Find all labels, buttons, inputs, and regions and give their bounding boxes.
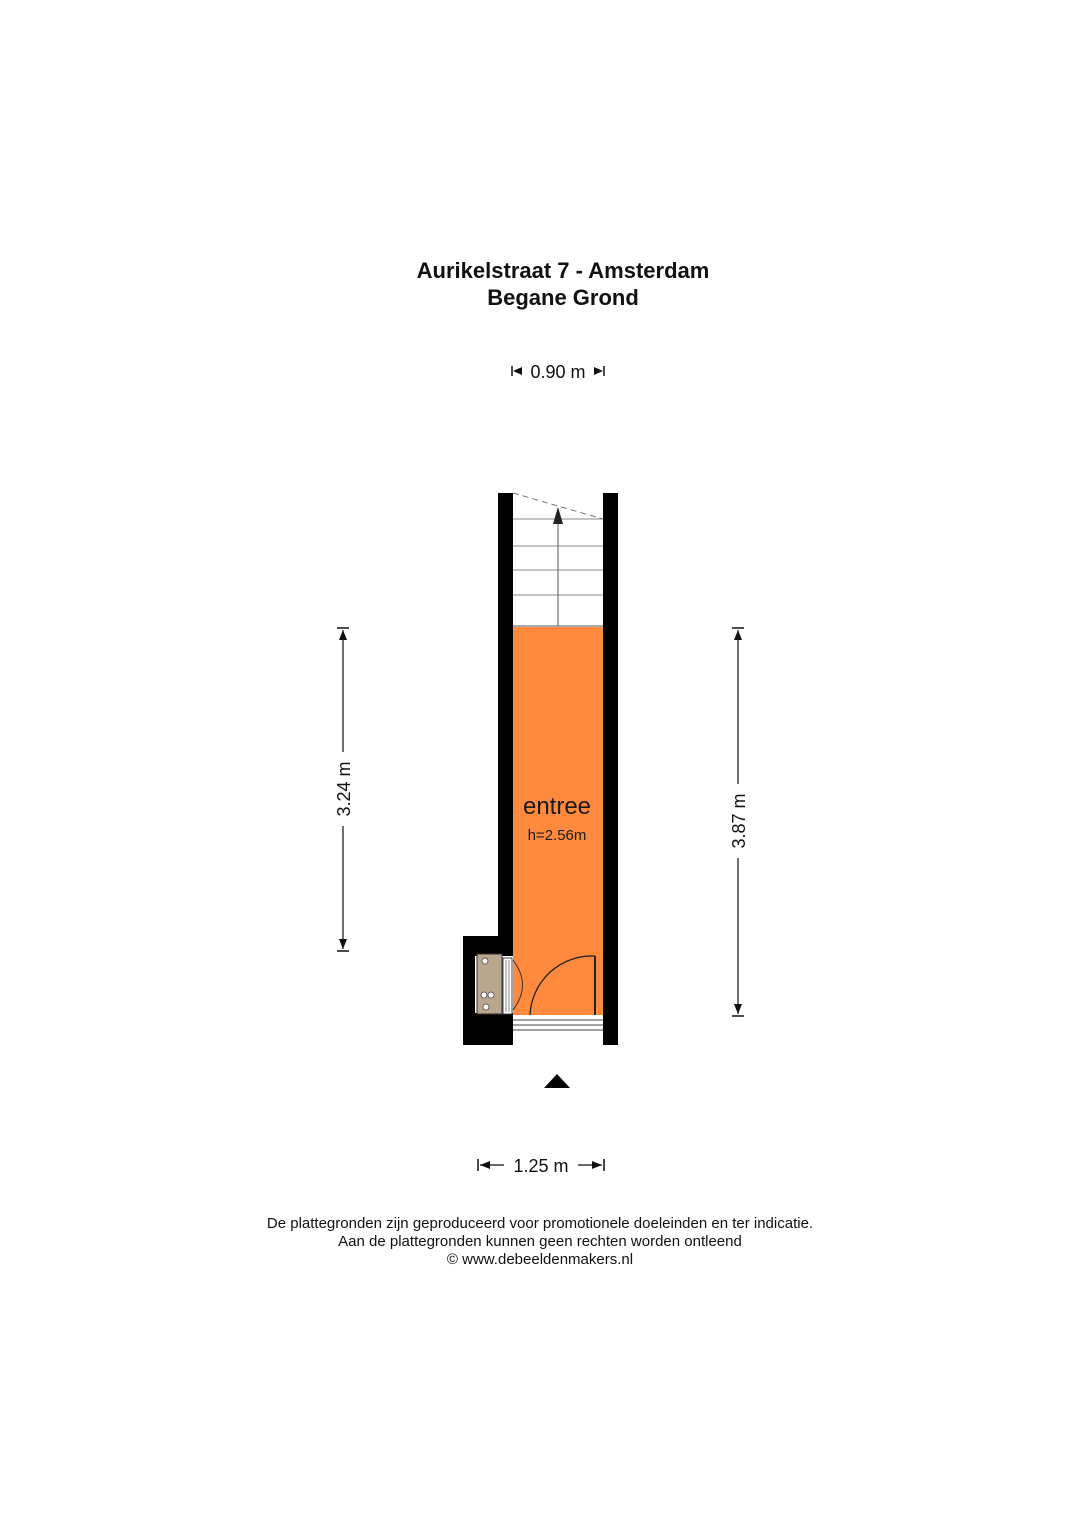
entrance-arrow-icon: [544, 1074, 570, 1088]
dimension-top-label: 0.90 m: [530, 362, 586, 382]
meter-cupboard: [477, 954, 512, 1014]
disclaimer-line-1: De plattegronden zijn geproduceerd voor promotionele doeleinden en ter indicatie.: [266, 1215, 814, 1232]
stair-direction-arrow: [553, 507, 563, 524]
page-title: Aurikelstraat 7 - Amsterdam: [416, 258, 710, 283]
dimension-bottom-label: 1.25 m: [513, 1156, 569, 1176]
dimension-top: [512, 362, 604, 382]
dimension-left: [334, 628, 354, 951]
dimension-right-label: 3.87 m: [729, 793, 749, 849]
dimension-bottom: [478, 1156, 604, 1176]
disclaimer-copyright: © www.debeeldenmakers.nl: [446, 1251, 634, 1268]
dimension-left-label: 3.24 m: [334, 761, 354, 817]
page-subtitle: Begane Grond: [487, 285, 639, 310]
dimension-right: [729, 628, 749, 1016]
disclaimer-line-2: Aan de plattegronden kunnen geen rechten worden ontleend: [338, 1233, 742, 1250]
room-height: h=2.56m: [527, 827, 587, 844]
room-name: entree: [522, 793, 592, 820]
